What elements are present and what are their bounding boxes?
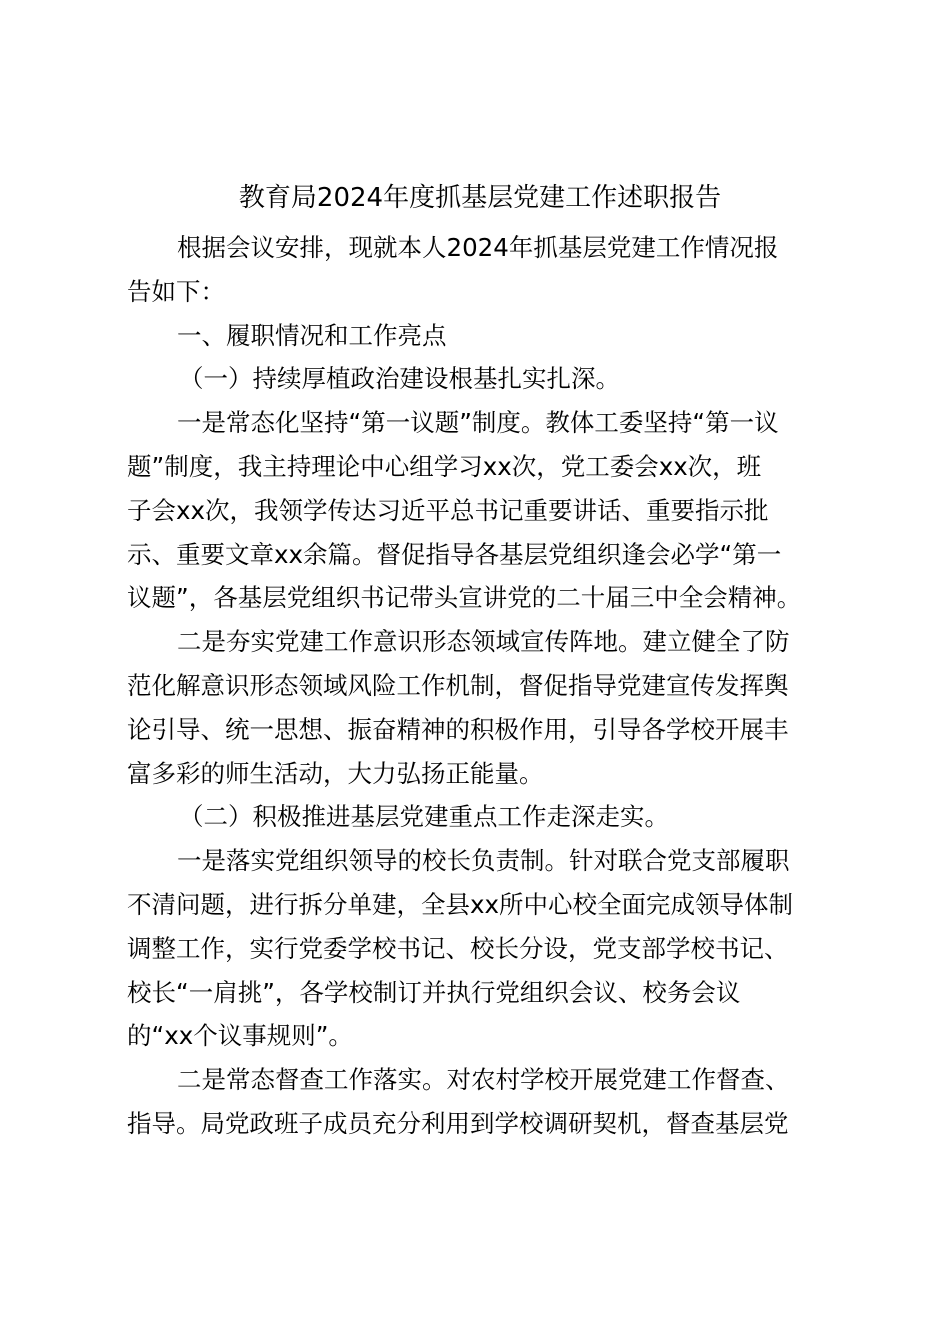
paragraph-1-line-2: 题”制度，我主持理论中心组学习xx次，党工委会xx次，班 xyxy=(127,451,762,481)
paragraph-3-line-5: 的“xx个议事规则”。 xyxy=(127,1021,353,1051)
paragraph-1-line-3: 子会xx次，我领学传达习近平总书记重要讲话、重要指示批 xyxy=(127,495,769,525)
subsection-heading-2: （二）积极推进基层党建重点工作走深走实。 xyxy=(179,802,669,832)
paragraph-intro-line-1: 根据会议安排，现就本人2024年抓基层党建工作情况报 xyxy=(177,233,779,262)
document-title: 教育局2024年度抓基层党建工作述职报告 xyxy=(238,183,722,213)
paragraph-2-line-2: 范化解意识形态领域风险工作机制，督促指导党建宣传发挥舆 xyxy=(127,670,789,700)
paragraph-3-line-3: 调整工作，实行党委学校书记、校长分设，党支部学校书记、 xyxy=(127,933,789,963)
paragraph-1-line-4: 示、重要文章xx余篇。督促指导各基层党组织逢会必学“第一 xyxy=(127,539,782,569)
paragraph-4-line-2: 指导。局党政班子成员充分利用到学校调研契机，督查基层党 xyxy=(127,1108,789,1138)
section-heading-1: 一、履职情况和工作亮点 xyxy=(177,320,447,350)
paragraph-1-line-1: 一是常态化坚持“第一议题”制度。教体工委坚持“第一议 xyxy=(177,408,779,438)
paragraph-3-line-4: 校长“一肩挑”，各学校制订并执行党组织会议、校务会议 xyxy=(127,977,741,1007)
paragraph-2-line-4: 富多彩的师生活动，大力弘扬正能量。 xyxy=(127,758,544,788)
paragraph-3-line-2: 不清问题，进行拆分单建，全县xx所中心校全面完成领导体制 xyxy=(127,889,793,919)
document-body xyxy=(127,226,839,1146)
subsection-heading-1: （一）持续厚植政治建设根基扎实扎深。 xyxy=(179,364,620,394)
paragraph-2-line-3: 论引导、统一思想、振奋精神的积极作用，引导各学校开展丰 xyxy=(127,714,789,744)
paragraph-3-line-1: 一是落实党组织领导的校长负责制。针对联合党支部履职 xyxy=(177,846,790,876)
paragraph-2-line-1: 二是夯实党建工作意识形态领域宣传阵地。建立健全了防 xyxy=(177,627,790,657)
paragraph-intro-line-2: 告如下： xyxy=(127,276,225,306)
paragraph-4-line-1: 二是常态督查工作落实。对农村学校开展党建工作督查、 xyxy=(177,1065,790,1095)
paragraph-1-line-5: 议题”，各基层党组织书记带头宣讲党的二十届三中全会精神。 xyxy=(127,583,802,613)
